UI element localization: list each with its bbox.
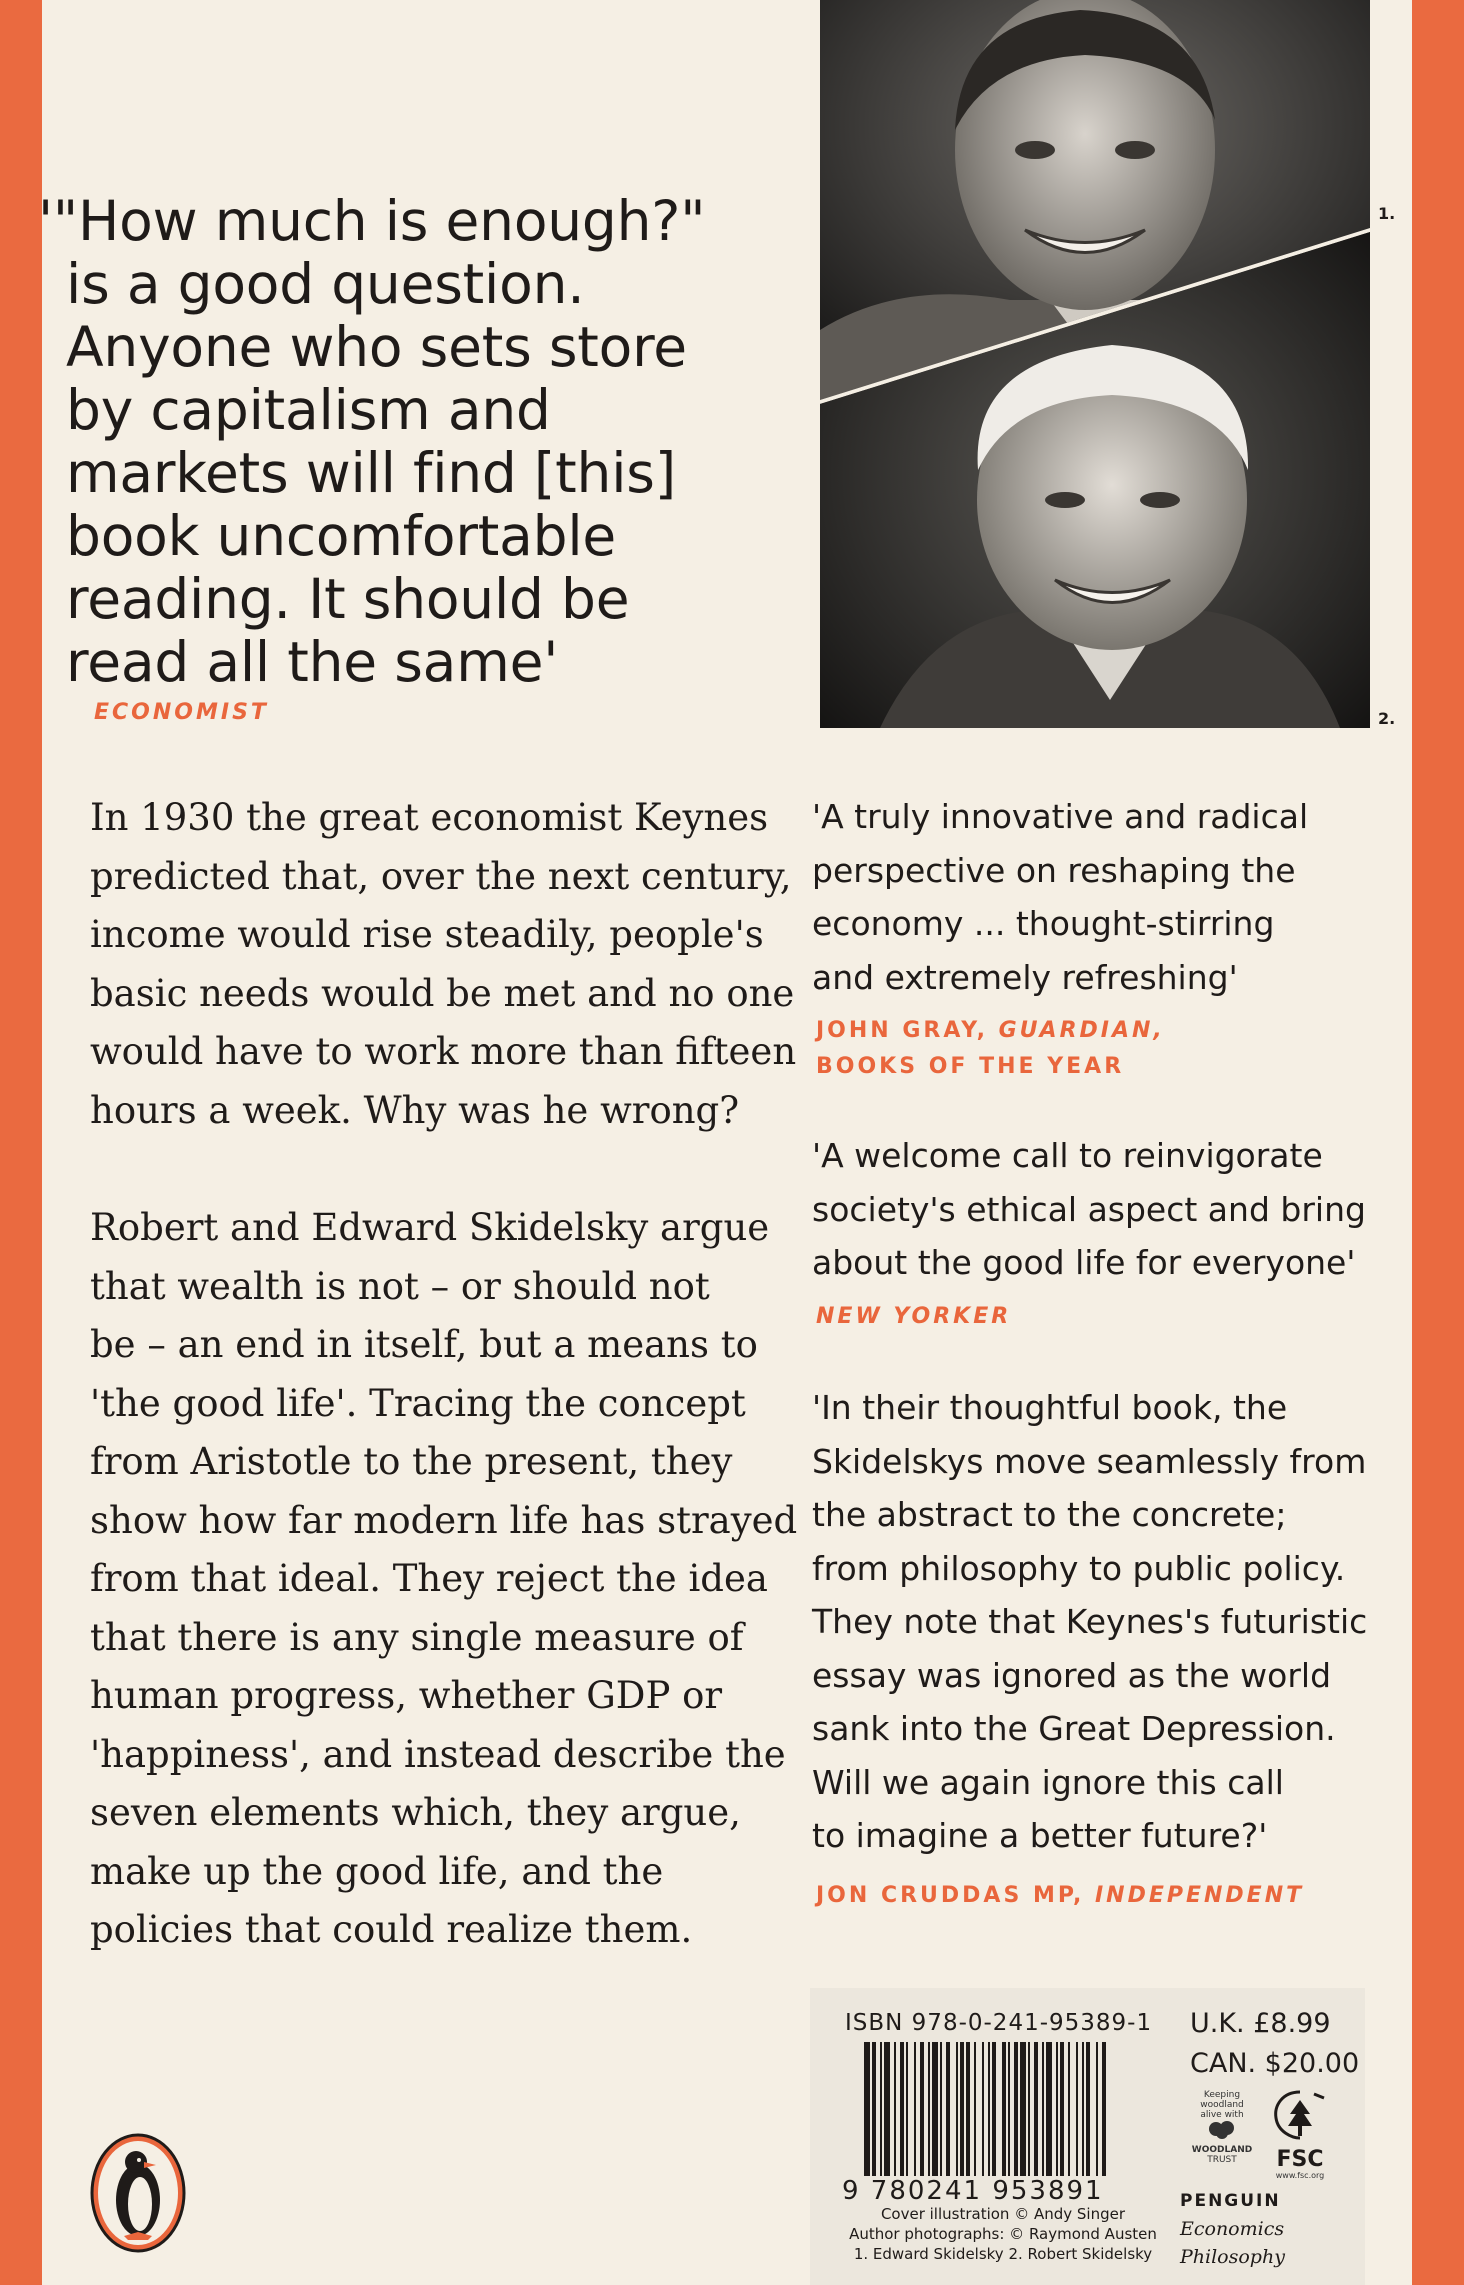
top-quote [38, 189, 786, 694]
quote-line: '"How much is enough?" [38, 189, 706, 253]
woodland-text: woodland [1200, 2100, 1244, 2110]
barcode-bar [900, 2042, 904, 2176]
barcode-bar [928, 2042, 930, 2176]
barcode-bar [914, 2042, 916, 2176]
review-line: sank into the Great Depression. [812, 1709, 1336, 1748]
photo-label-2: 2. [1378, 709, 1396, 728]
quote-line: is a good question. [66, 252, 585, 316]
review-quote-2 [812, 1129, 1412, 1290]
quote-line: by capitalism and [66, 378, 551, 442]
review-line: perspective on reshaping the [812, 850, 1296, 890]
category: Economics [1180, 2218, 1285, 2240]
barcode-bar [1002, 2042, 1006, 2176]
top-quote-source: ECONOMIST [94, 700, 269, 725]
price-can: CAN. $20.00 [1190, 2048, 1360, 2079]
review-line: to imagine a better future?' [812, 1816, 1268, 1855]
woodland-text: Keeping [1203, 2090, 1241, 2100]
blurb-line: make up the good life, and the [90, 1849, 664, 1893]
isbn: ISBN 978-0-241-95389-1 [845, 2010, 1153, 2036]
blurb-line: basic needs would be met and no one [90, 971, 795, 1015]
review-line: 'In their thoughtful book, the [812, 1388, 1288, 1427]
blurb-line: policies that could realize them. [90, 1908, 693, 1951]
review-line: Skidelskys move seamlessly from [812, 1441, 1367, 1481]
barcode-bar [920, 2042, 924, 2176]
review-source-name: JOHN GRAY, [816, 1018, 999, 1043]
barcode-bar [1020, 2042, 1026, 2176]
blurb-line: human progress, whether GDP or [90, 1674, 723, 1717]
quote-line: Anyone who sets store [66, 315, 687, 379]
barcode-bar [1096, 2042, 1098, 2176]
blurb-line: 'the good life'. Tracing the concept [90, 1381, 746, 1425]
barcode-bar [1076, 2042, 1078, 2176]
barcode-bar [864, 2042, 870, 2176]
quote-line: reading. It should be [66, 567, 630, 631]
fsc-label: FSC [1276, 2147, 1324, 2172]
barcode-bar [940, 2042, 942, 2176]
barcode-bar [946, 2042, 950, 2176]
barcode-bar [966, 2042, 970, 2176]
review-line: 'A welcome call to reinvigorate [812, 1136, 1323, 1175]
fsc-badge [1268, 2088, 1332, 2180]
barcode-bar [1056, 2042, 1058, 2176]
barcode-bar [906, 2042, 908, 2176]
barcode-bar [1068, 2042, 1070, 2176]
blurb-line: 'happiness', and instead describe the [90, 1732, 786, 1776]
blurb-line: In 1930 the great economist Keynes [90, 796, 769, 839]
photo-label-1: 1. [1378, 204, 1396, 223]
review-line: about the good life for everyone' [812, 1243, 1356, 1282]
review-source-publication: NEW YORKER [816, 1304, 1012, 1329]
review-source-name: JON CRUDDAS MP, [816, 1883, 1095, 1908]
fsc-url: www.fsc.org [1275, 2171, 1325, 2180]
quote-line: read all the same' [66, 630, 559, 694]
barcode-bar [956, 2042, 958, 2176]
review-line: the abstract to the concrete; [812, 1495, 1287, 1534]
publisher-block [1180, 2187, 1350, 2271]
tree-icon [1207, 2120, 1237, 2142]
publisher-name: PENGUIN [1180, 2191, 1281, 2211]
blurb-line: income would rise steadily, people's [90, 913, 764, 956]
barcode-bar [1008, 2042, 1010, 2176]
blurb-line: show how far modern life has strayed [90, 1498, 798, 1542]
review-line: 'A truly innovative and radical [812, 797, 1309, 836]
woodland-text: WOODLAND [1191, 2145, 1253, 2155]
barcode-bar [1042, 2042, 1044, 2176]
blurb-line: from that ideal. They reject the idea [90, 1557, 768, 1600]
review-line: Will we again ignore this call [812, 1762, 1284, 1802]
blurb-line: from Aristotle to the present, they [90, 1440, 733, 1483]
barcode-bar [1082, 2042, 1084, 2176]
review-quote-3 [812, 1381, 1412, 1863]
barcode-bar [1014, 2042, 1018, 2176]
barcode-bar [1086, 2042, 1090, 2176]
credit-line: Author photographs: © Raymond Austen [849, 2225, 1157, 2243]
barcode-bar [1102, 2042, 1106, 2176]
barcode-bar [974, 2042, 976, 2176]
review-source-publication: INDEPENDENT [1094, 1883, 1305, 1908]
review-line: They note that Keynes's futuristic [812, 1602, 1368, 1641]
review-source-1 [816, 1013, 1165, 1085]
barcode-bar [932, 2042, 938, 2176]
review-line: from philosophy to public policy. [812, 1548, 1346, 1588]
review-source-2 [816, 1299, 1011, 1335]
blurb-line: predicted that, over the next century, [90, 854, 792, 898]
review-quote-1 [812, 790, 1412, 1004]
barcode-bar [1034, 2042, 1038, 2176]
review-source-extra: BOOKS OF THE YEAR [816, 1054, 1125, 1079]
review-line: and extremely refreshing' [812, 957, 1238, 997]
woodland-trust-badge [1182, 2090, 1262, 2165]
quote-line: markets will find [this] [66, 441, 677, 505]
credit-line: 1. Edward Skidelsky 2. Robert Skidelsky [853, 2245, 1153, 2263]
photo-credits [843, 2204, 1163, 2264]
barcode-bar [880, 2042, 882, 2176]
review-source-3 [816, 1878, 1304, 1914]
barcode-bar [992, 2042, 996, 2176]
price-uk: U.K. £8.99 [1190, 2008, 1331, 2039]
review-source-publication: GUARDIAN, [998, 1018, 1165, 1043]
fsc-tree-icon [1268, 2088, 1332, 2144]
credit-line: Cover illustration © Andy Singer [880, 2205, 1126, 2223]
woodland-text: alive with [1200, 2110, 1244, 2120]
barcode-bar [982, 2042, 984, 2176]
blurb-line: that there is any single measure of [90, 1615, 744, 1659]
barcode-bar [884, 2042, 890, 2176]
blurb-line: be – an end in itself, but a means to [90, 1323, 758, 1366]
review-line: essay was ignored as the world [812, 1655, 1332, 1695]
review-line: society's ethical aspect and bring [812, 1189, 1366, 1229]
barcode-bar [960, 2042, 964, 2176]
barcode-digits: 9 780241 953891 [842, 2176, 1104, 2206]
author-photographs [820, 0, 1370, 728]
blurb-paragraph-2 [90, 1199, 798, 1960]
woodland-text: TRUST [1207, 2155, 1237, 2165]
blurb-paragraph-1 [90, 789, 797, 1140]
barcode-bar [1060, 2042, 1064, 2176]
blurb-line: seven elements which, they argue, [90, 1791, 741, 1834]
barcode-bar [1046, 2042, 1052, 2176]
quote-line: book uncomfortable [66, 504, 617, 568]
barcode-bar [988, 2042, 990, 2176]
blurb-line: that wealth is not – or should not [90, 1264, 710, 1308]
review-line: economy ... thought-stirring [812, 904, 1275, 943]
blurb-line: hours a week. Why was he wrong? [90, 1088, 740, 1132]
blurb-line: Robert and Edward Skidelsky argue [90, 1206, 770, 1249]
barcode-bar [894, 2042, 896, 2176]
barcode-bar [1028, 2042, 1030, 2176]
barcode-icon [864, 2042, 1164, 2176]
barcode-bar [872, 2042, 876, 2176]
penguin-logo-icon [88, 2132, 188, 2254]
author-photo-image [820, 0, 1370, 728]
blurb-line: would have to work more than fifteen [90, 1030, 797, 1073]
category: Philosophy [1180, 2246, 1285, 2268]
